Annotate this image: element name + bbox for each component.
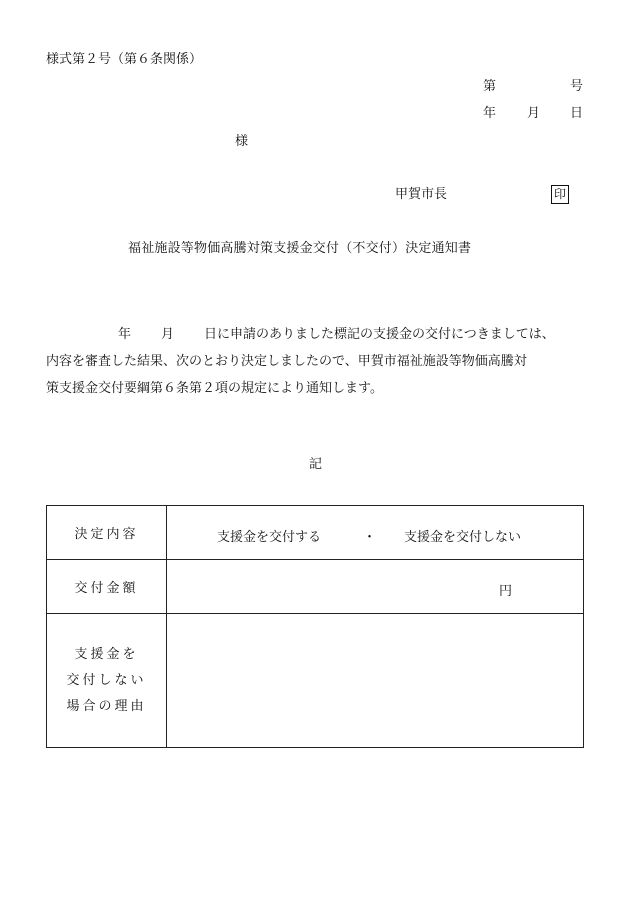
body-line-2: 内容を審査した結果、次のとおり決定しましたので、甲賀市福祉施設等物価高騰対 (46, 354, 527, 369)
decision-value-cell (167, 506, 584, 560)
body-paragraph (46, 321, 591, 402)
reason-label-line-2: 交付しない (66, 672, 147, 688)
reason-label-line-1: 支援金を (74, 646, 139, 662)
decision-label: 決定内容 (74, 527, 139, 542)
body-month-label: 月 (161, 327, 175, 342)
amount-label-cell (47, 560, 167, 614)
document-number-prefix: 第 (483, 79, 497, 94)
amount-label: 交付金額 (74, 581, 139, 596)
date-month-label: 月 (527, 106, 541, 121)
option-separator: ・ (363, 530, 377, 545)
reason-label-cell (47, 614, 167, 748)
details-table (46, 505, 584, 748)
decision-label-cell (47, 506, 167, 560)
body-year-label: 年 (118, 327, 132, 342)
body-line-3: 策支援金交付要綱第６条第２項の規定により通知します。 (46, 381, 383, 396)
date-year-label: 年 (483, 106, 497, 121)
recipient-honorific: 様 (235, 134, 249, 149)
form-number: 様式第２号（第６条関係） (46, 52, 203, 67)
table-row-reason (47, 614, 584, 748)
body-line-1 (46, 321, 591, 348)
document-number-suffix: 号 (570, 79, 584, 94)
reason-value-cell[interactable] (167, 614, 584, 748)
date-day-label: 日 (570, 106, 584, 121)
yen-unit: 円 (499, 584, 513, 599)
document-title: 福祉施設等物価高騰対策支援金交付（不交付）決定通知書 (128, 241, 472, 256)
table-row-amount (47, 560, 584, 614)
issuer-name: 甲賀市長 (395, 187, 448, 202)
ki-heading: 記 (309, 457, 323, 472)
table-row-decision (47, 506, 584, 560)
body-line-1-text: 日に申請のありました標記の支援金の交付につきましては、 (204, 327, 555, 342)
amount-value-cell[interactable] (167, 560, 584, 614)
reason-label-line-3: 場合の理由 (66, 698, 147, 714)
option-not-grant[interactable]: 支援金を交付しない (404, 530, 522, 545)
seal-stamp: 印 (551, 185, 569, 204)
option-grant[interactable]: 支援金を交付する (217, 530, 322, 545)
